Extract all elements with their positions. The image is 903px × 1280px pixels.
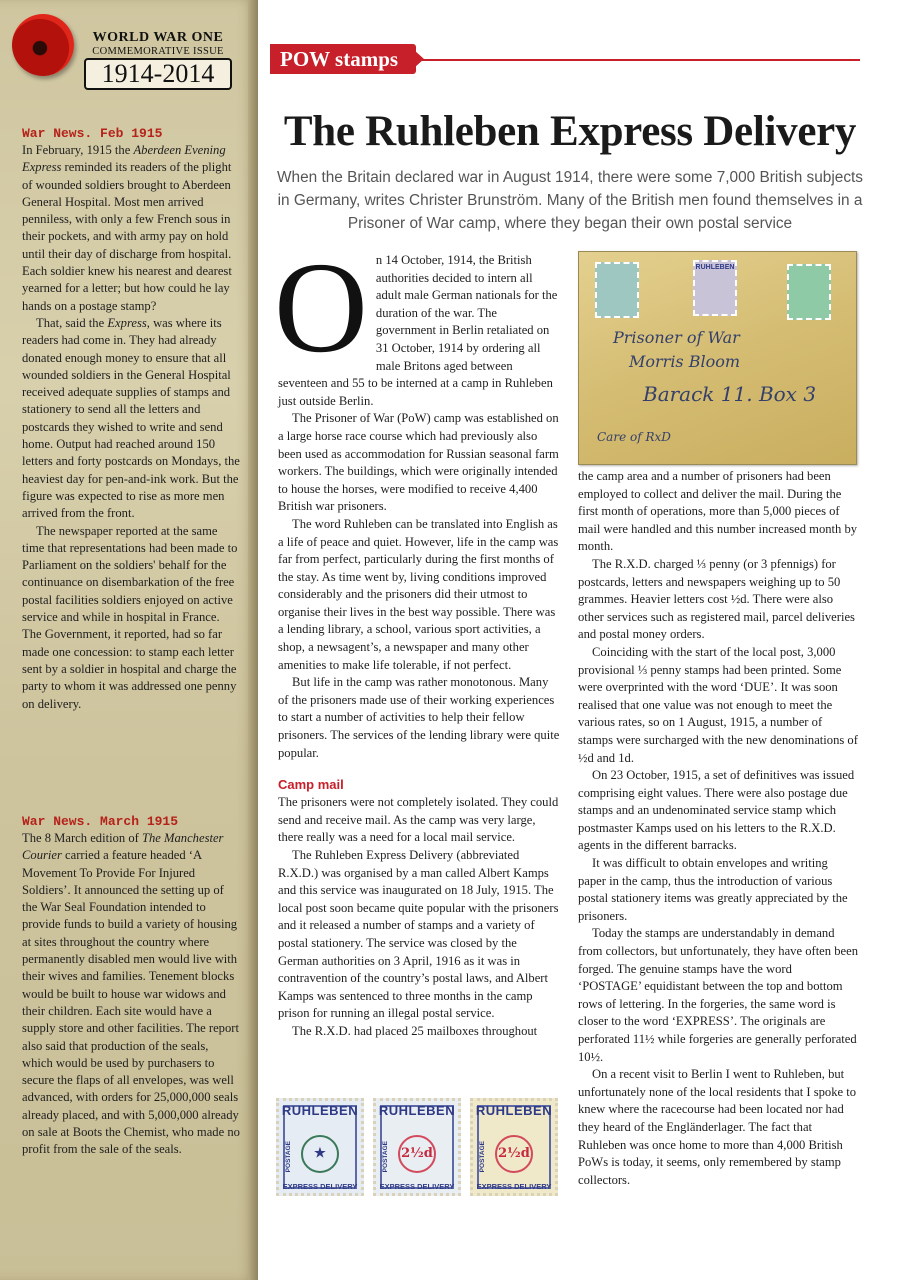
section-tag: POW stamps	[270, 44, 416, 74]
article-p8: the camp area and a number of prisoners had been employed to collect and deliver the mail. During the first month of operations, more than 5,000 pieces of mail were handled and this number increased month by month.	[578, 469, 858, 554]
war-news-feb-p2: That, said the Express, was where its readers had come in. They had already donated enough money to ensure that all wounded soldiers in the General Hospital received adequate supplies of stamps and stationery to send all the letters and postcards they wished to write and send home. Output had reached around 150 letters and forty postcards on Mondays, the heaviest day for pen-and-ink work. But the figure was expected to rise as more men arrived from the front.	[22, 315, 240, 521]
envelope-stamp-3	[787, 264, 831, 320]
article-p12: It was difficult to obtain envelopes and writing paper in the camp, thus the introduction of various postal stationery items was greatly appreciated by the prisoners.	[578, 856, 848, 923]
subheading-camp-mail: Camp mail	[278, 777, 344, 793]
section-rule	[420, 59, 860, 61]
envelope-stamp-1	[595, 262, 639, 318]
article-p14: On a recent visit to Berlin I went to Ruhleben, but unfortunately none of the local residents that I spoke to knew where the racecourse had been located nor had they heard of the Engländerlager. The fact that Ruhleben was once home to more than 4,000 British PoWs is today, it seems, only remembered by stamp collectors.	[578, 1067, 857, 1187]
war-news-feb-p1: In February, 1915 the Aberdeen Evening Express reminded its readers of the plight of wounded soldiers brought to Aberdeen General Hospital. Most men arrived penniless, with only a few French sous in their pockets, and with army pay on hold until their day of discharge from hospital. Each soldier knew his nearest and dearest yearned for a letter; but how could he lay hands on a postage stamp?	[22, 143, 232, 313]
war-news-march-p1: The 8 March edition of The Manchester Courier carried a feature headed ‘A Movement To Provide For Injured Soldiers’. It announced the setting up of the War Seal Foundation intended to provide funds to build a variety of housing at sites throughout the country where permanently disabled men would live with their wives and families. Tenement blocks would be built to house war widows and their children. Each site would have a supply store and other facilities. The report also said that production of the seals, which would be used by purchasers to secure the flaps of all envelopes, was well advanced, with orders for 25,000,000 seals already placed, and with 5,000,000 already on sale at Boots the Chemist, who made no profit from the sale of the seals.	[22, 831, 240, 1157]
article-p7: The R.X.D. had placed 25 mailboxes throughout	[292, 1023, 538, 1038]
article-p9: The R.X.D. charged ⅓ penny (or 3 pfennigs) for postcards, letters and newspapers weighing up to 50 grammes. Heavier letters cost ½d. There were also other services such as registered mail, parcel deliveries and postal money orders.	[578, 556, 855, 642]
commemorative-badge	[78, 30, 238, 90]
article-p6: The Ruhleben Express Delivery (abbreviated R.X.D.) was organised by a man called Albert Kamps and this service was inaugurated on 18 July, 1915. The local post soon became quite popular with the prisoners and it released a number of stamps and a variety of postal stationery. The service was closed by the German authorities on 3 April, 1916 as it was in contravention of the country’s postal laws, and Albert Kamps was sentenced to three months in the camp prison for running an illegal postal service.	[278, 848, 559, 1021]
standfirst: When the Britain declared war in August 1914, there were some 7,000 British subjects in Germany, writes Christer Brunström. Many of the British men found themselves in a Prisoner of War camp, where they began their own postal service	[276, 169, 864, 232]
stamp-3: RUHLEBEN POSTAGE 2½d EXPRESS DELIVERY	[470, 1098, 558, 1196]
article-p1: On 14 October, 1914, the British authorities decided to intern all adult male German nationals for the duration of the war. The government in Berlin retaliated on 31 October, 1914 by ordering all male Britons aged between seventeen and 55 to be interned at a camp in Ruhleben just outside Berlin.	[274, 236, 558, 408]
article-p4: But life in the camp was rather monotonous. Many of the prisoners made use of their working experiences to start a number of activities to help their fellow prisoners. The services of the lending library were quite popular.	[278, 675, 560, 760]
article-p3: The word Ruhleben can be translated into English as a life of peace and quiet. However, life in the camp was far from perfect, particularly during the first months of the stay. As time went by, living conditions improved considerably and the prisoners did their utmost to organise their lives in the best way possible. There was a lending library, a school, various sport activities, a shop, a newsagent’s, a newspaper and many other amenities to make life tolerable, if not perfect.	[278, 516, 559, 672]
envelope-photo	[578, 251, 857, 465]
badge-line2: COMMEMORATIVE ISSUE	[92, 46, 224, 57]
badge-years: 1914-2014	[84, 58, 232, 90]
envelope-line-1: Prisoner of War	[613, 328, 740, 347]
article-p5: The prisoners were not completely isolated. They could send and receive mail. As the camp was very large, there really was a need for a local mail service.	[278, 795, 559, 845]
article-column-1	[274, 236, 560, 1041]
badge-line1: WORLD WAR ONE	[92, 30, 224, 45]
stamp-2: RUHLEBEN POSTAGE 2½d EXPRESS DELIVERY	[373, 1098, 461, 1196]
article-p11: On 23 October, 1915, a set of definitives was issued comprising eight values. There were also postage due stamps and an undenominated service stamp which postmaster Kamps used on his letters to the R.X.D. agents in the different barracks.	[578, 768, 855, 853]
war-news-march-heading: War News. March 1915	[22, 814, 179, 829]
envelope-line-3: Barack 11. Box 3	[643, 382, 817, 406]
poppy-icon	[12, 14, 74, 76]
envelope-line-4: Care of RxD	[597, 430, 671, 444]
war-news-feb-p3: The newspaper reported at the same time that representations had been made to Parliament on the soldiers' behalf for the continuance on disembarkation of the free postal facilities soldiers enjoyed on active service and while in hospital in France. The Government, it reported, had so far made one concession: to stamp each letter sent by a soldier in hospital and charge the party to whom it was addressed one penny on delivery.	[22, 523, 238, 711]
article-p2: The Prisoner of War (PoW) camp was established on a large horse race course which had previously also been used as accommodation for Russian seasonal farm workers. The buildings, which were originally intended to house the horses, were modified to receive 4,400 British war prisoners.	[278, 411, 559, 514]
envelope-stamp-2: RUHLEBEN	[693, 260, 737, 316]
drop-cap: O	[274, 236, 368, 380]
war-news-feb-heading: War News. Feb 1915	[22, 126, 163, 141]
stamp-1: RUHLEBEN POSTAGE ★ EXPRESS DELIVERY	[276, 1098, 364, 1196]
sidebar-edge	[248, 0, 258, 1280]
page-title: The Ruhleben Express Delivery	[283, 108, 857, 155]
article-p10: Coinciding with the start of the local post, 3,000 provisional ⅓ penny stamps had been printed. Some were overprinted with the word ‘DUE’. It was soon realised that one value was not enough to meet the various rates, so on 1 August, 1915, a number of stamps were surcharged with the new denominations of ½d and 1d.	[578, 644, 858, 765]
article-p13: Today the stamps are understandably in demand from collectors, but unfortunately, they have often been forged. The genuine stamps have the word ‘POSTAGE’ equidistant between the top and bottom rows of lettering. In the forgeries, the same word is closer to the word ‘EXPRESS’. The originals are perforated 11½ while forgeries are generally perforated 10½.	[578, 926, 858, 1064]
envelope-line-2: Morris Bloom	[629, 352, 741, 371]
war-news-march	[22, 813, 242, 1159]
article-column-2	[578, 468, 858, 1189]
war-news-feb	[22, 125, 242, 713]
stamps-photo	[276, 1098, 558, 1196]
